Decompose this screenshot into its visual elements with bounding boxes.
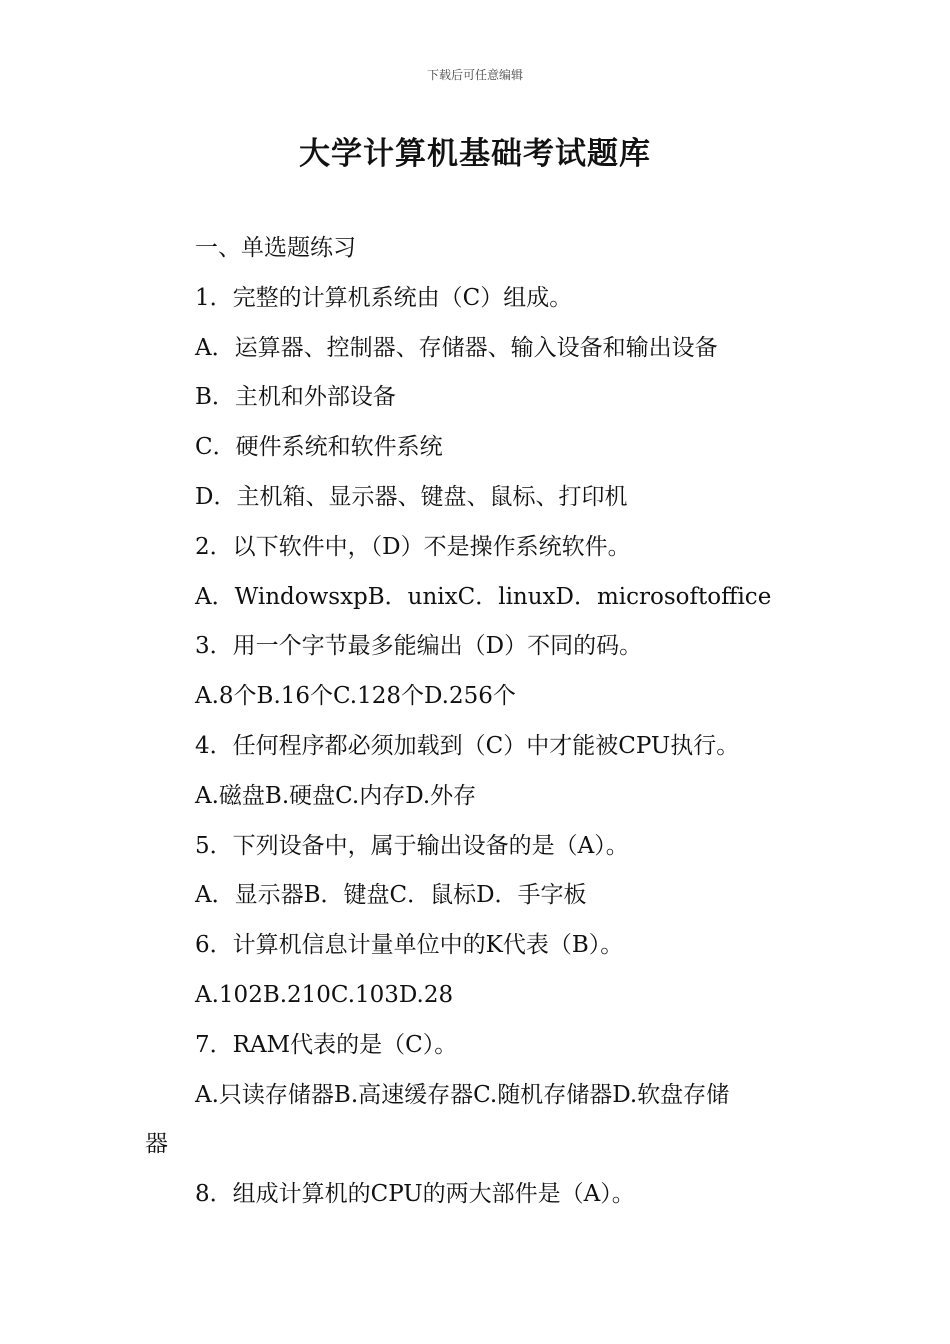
option-line: A．运算器、控制器、存储器、输入设备和输出设备 <box>195 334 718 361</box>
question-3: 3．用一个字节最多能编出（D）不同的码。 <box>195 633 643 660</box>
question-8: 8．组成计算机的CPU的两大部件是（A）。 <box>195 1181 635 1208</box>
option-line: A．WindowsxpB．unixC．linuxD．microsoftoffice <box>195 583 772 610</box>
question-2: 2．以下软件中，（D）不是操作系统软件。 <box>195 533 631 560</box>
header-note: 下载后可任意编辑 <box>426 68 523 82</box>
question-1: 1．完整的计算机系统由（C）组成。 <box>195 284 573 311</box>
section-heading: 一、单选题练习 <box>195 235 356 261</box>
option-line: C．硬件系统和软件系统 <box>195 434 443 461</box>
question-body <box>145 224 813 1220</box>
option-line: A.磁盘B.硬盘C.内存D.外存 <box>195 782 477 809</box>
question-4: 4．任何程序都必须加载到（C）中才能被CPU执行。 <box>195 732 740 759</box>
option-line: A.只读存储器B.高速缓存器C.随机存储器D.软盘存储 <box>195 1081 730 1108</box>
option-line: A.8个B.16个C.128个D.256个 <box>195 683 516 710</box>
option-line: A．显示器B．键盘C．鼠标D．手字板 <box>195 882 587 909</box>
option-line-continuation: 器 <box>145 1131 168 1158</box>
option-line: A.102B.210C.103D.28 <box>195 981 454 1008</box>
option-line: B．主机和外部设备 <box>195 384 396 411</box>
question-6: 6．计算机信息计量单位中的K代表（B）。 <box>195 932 624 959</box>
question-7: 7．RAM代表的是（C）。 <box>195 1031 458 1058</box>
option-line: D．主机箱、显示器、键盘、鼠标、打印机 <box>195 483 628 510</box>
question-5: 5．下列设备中，属于输出设备的是（A）。 <box>195 832 629 859</box>
document-title: 大学计算机基础考试题库 <box>299 136 651 172</box>
